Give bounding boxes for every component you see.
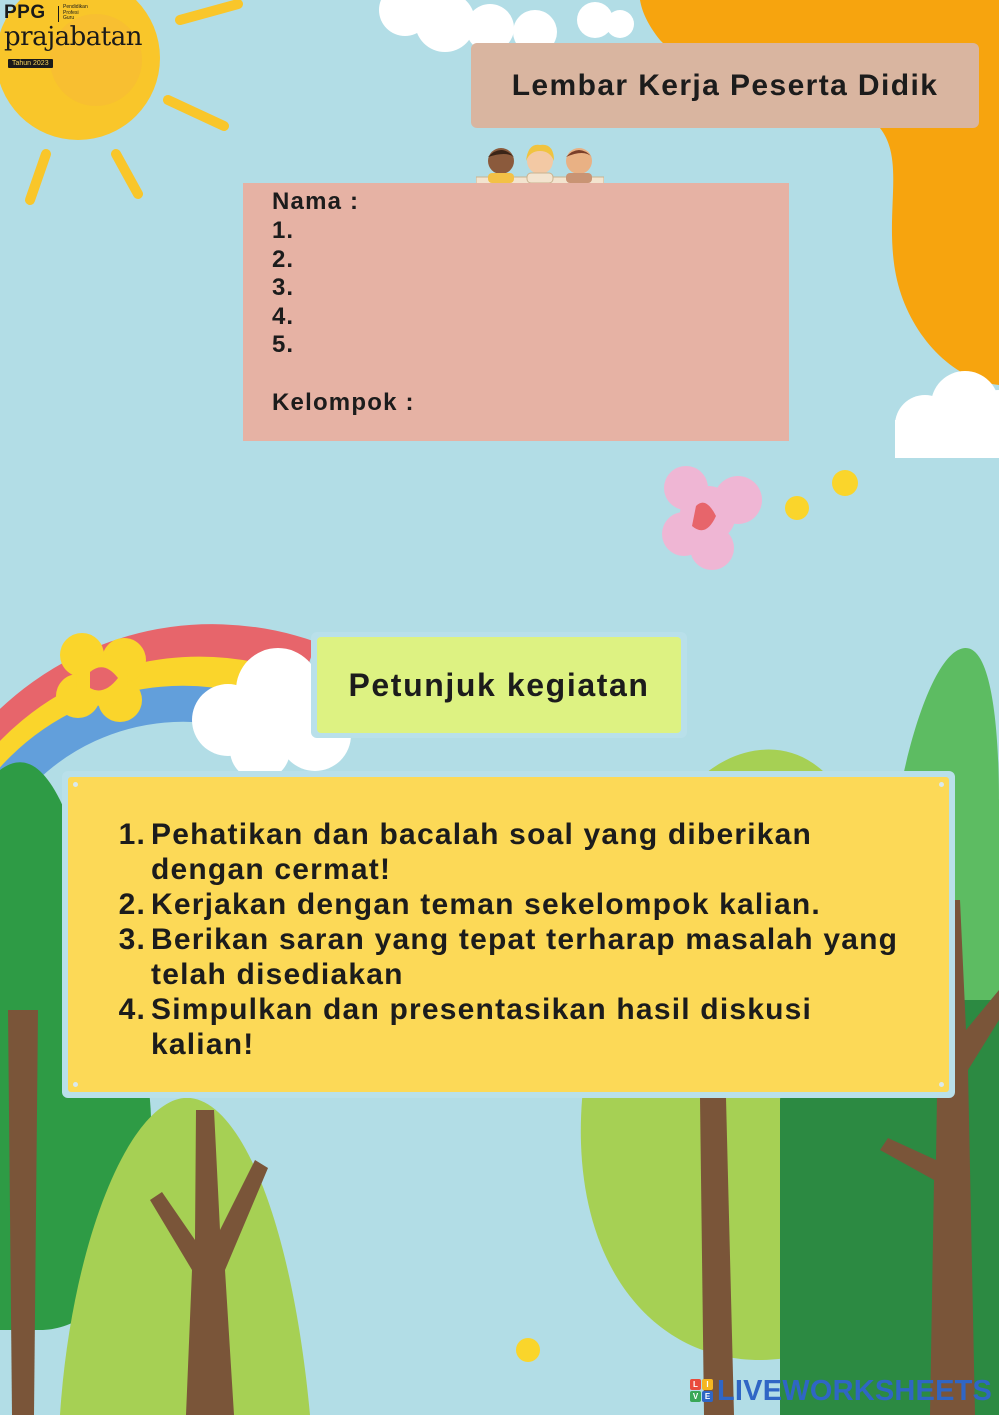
instructions-title: Petunjuk kegiatan: [348, 666, 650, 703]
instruction-text: Berikan saran yang tepat terharap masalah yang telah disediakan: [151, 923, 899, 991]
page-title: Lembar Kerja Peserta Didik: [511, 68, 939, 102]
name-number: 5.: [272, 331, 295, 359]
flower-pink: [662, 466, 858, 570]
logo-year: Tahun 2023: [8, 59, 53, 68]
corner-dot: [939, 782, 944, 787]
corner-dot: [73, 782, 78, 787]
corner-dot: [73, 1082, 78, 1087]
flower-yellow: [56, 633, 146, 722]
badge-letter: E: [702, 1391, 713, 1402]
instruction-number: 3.: [118, 923, 146, 956]
logo-tagline: Pendidikan Profesi Guru: [63, 4, 88, 21]
badge-letter: L: [690, 1379, 701, 1390]
logo-short: PPG: [4, 2, 46, 23]
liveworksheets-text: LIVEWORKSHEETS: [717, 1374, 993, 1407]
corner-dot: [939, 1082, 944, 1087]
instruction-number: 4.: [118, 993, 146, 1026]
instruction-item: [108, 887, 908, 922]
identity-box: [243, 183, 789, 441]
name-label: Nama :: [272, 188, 360, 215]
instruction-text: Pehatikan dan bacalah soal yang diberikan dengan cermat!: [151, 818, 813, 886]
liveworksheets-watermark[interactable]: [690, 1376, 992, 1406]
liveworksheets-logo-icon: [690, 1379, 714, 1403]
instructions-title-frame: [311, 632, 687, 738]
name-number: 2.: [272, 245, 295, 273]
name-number-list: [272, 217, 294, 360]
instruction-number: 2.: [118, 888, 146, 921]
instruction-number: 1.: [118, 818, 146, 851]
instructions-frame: [62, 771, 955, 1098]
instructions-panel: [68, 777, 949, 1092]
ppg-logo: [4, 2, 154, 72]
group-label: Kelompok :: [272, 389, 415, 416]
badge-letter: V: [690, 1391, 701, 1402]
instruction-item: [108, 817, 908, 887]
name-number: 3.: [272, 274, 295, 302]
instruction-text: Simpulkan dan presentasikan hasil diskusi kalian!: [151, 993, 813, 1061]
instructions-title-panel: [317, 637, 681, 733]
badge-letter: I: [702, 1379, 713, 1390]
title-banner: [471, 43, 979, 128]
instruction-text: Kerjakan dengan teman sekelompok kalian.: [151, 888, 821, 921]
name-number: 4.: [272, 302, 295, 330]
instruction-item: [108, 922, 908, 992]
logo-separator: [58, 6, 59, 22]
instruction-item: [108, 992, 908, 1062]
instructions-list: [108, 817, 908, 1062]
logo-brand: prajabatan: [4, 22, 142, 52]
name-number: 1.: [272, 217, 295, 244]
